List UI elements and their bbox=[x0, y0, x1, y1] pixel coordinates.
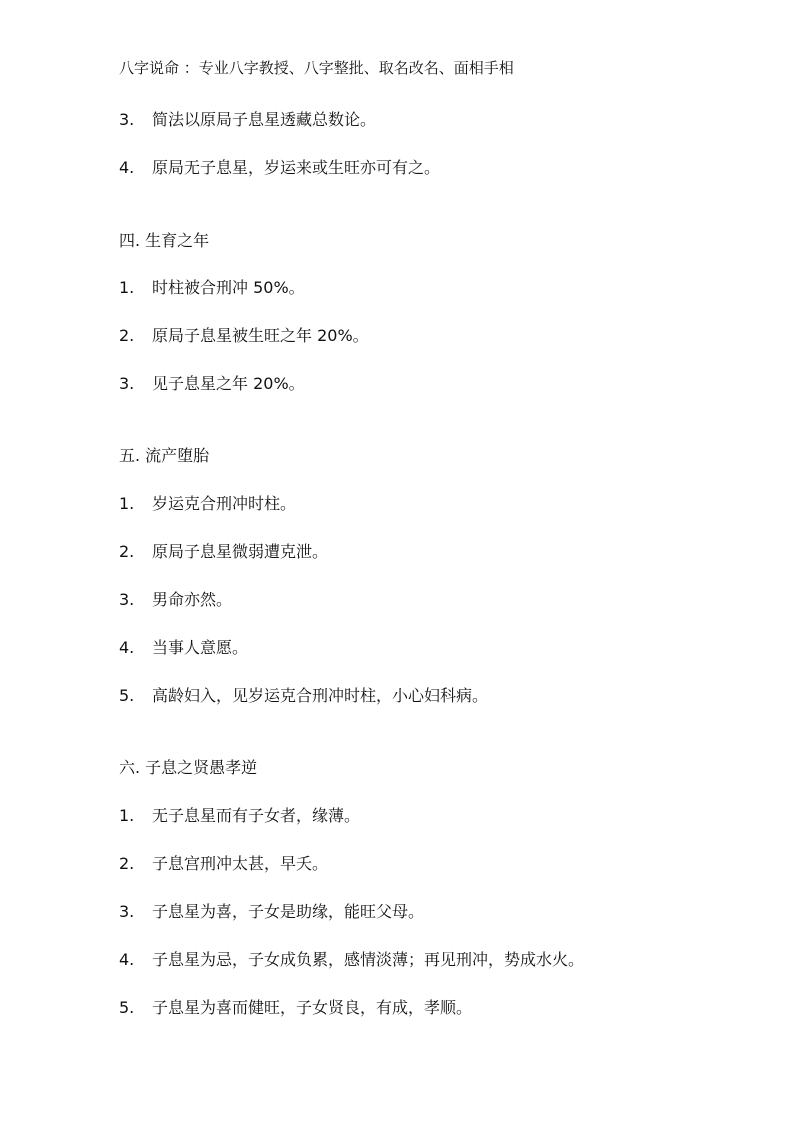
list-item bbox=[119, 541, 328, 563]
item-number: 3. bbox=[119, 374, 135, 393]
list-item bbox=[119, 997, 472, 1019]
item-number: 1. bbox=[119, 806, 135, 825]
list-item bbox=[119, 685, 488, 707]
list-item bbox=[119, 109, 376, 131]
item-text: 岁运克合刑冲时柱。 bbox=[152, 494, 297, 513]
item-text: 子息宫刑冲太甚，早夭。 bbox=[152, 854, 329, 873]
item-text: 高龄妇入，见岁运克合刑冲时柱，小心妇科病。 bbox=[152, 686, 489, 705]
item-number: 4. bbox=[119, 950, 135, 969]
item-text: 简法以原局子息星透藏总数论。 bbox=[152, 110, 377, 129]
item-text: 原局子息星被生旺之年 20%。 bbox=[152, 326, 369, 345]
item-text: 无子息星而有子女者，缘薄。 bbox=[152, 806, 361, 825]
page-header: 八字说命 ：专业八字教授、八字整批、取名改名、面相手相 bbox=[119, 59, 514, 77]
item-number: 3. bbox=[119, 902, 135, 921]
item-number: 2. bbox=[119, 854, 135, 873]
item-text: 原局子息星微弱遭克泄。 bbox=[152, 542, 329, 561]
item-number: 4. bbox=[119, 638, 135, 657]
list-item bbox=[119, 373, 305, 395]
item-number: 1. bbox=[119, 494, 135, 513]
section-heading: 六. 子息之贤愚孝逆 bbox=[119, 758, 258, 777]
list-item bbox=[119, 949, 584, 971]
item-number: 4. bbox=[119, 158, 135, 177]
item-number: 5. bbox=[119, 686, 135, 705]
list-item bbox=[119, 325, 369, 347]
item-text: 子息星为忌，子女成负累，感情淡薄；再见刑冲，势成水火。 bbox=[152, 950, 585, 969]
item-text: 子息星为喜而健旺，子女贤良，有成，孝顺。 bbox=[152, 998, 473, 1017]
item-number: 3. bbox=[119, 110, 135, 129]
item-number: 5. bbox=[119, 998, 135, 1017]
item-text: 原局无子息星，岁运来或生旺亦可有之。 bbox=[152, 158, 441, 177]
list-item bbox=[119, 853, 328, 875]
list-item bbox=[119, 589, 232, 611]
item-number: 3. bbox=[119, 590, 135, 609]
list-item bbox=[119, 901, 424, 923]
item-text: 见子息星之年 20%。 bbox=[152, 374, 305, 393]
list-item bbox=[119, 637, 248, 659]
item-text: 时柱被合刑冲 50%。 bbox=[152, 278, 305, 297]
list-item bbox=[119, 493, 296, 515]
list-item bbox=[119, 277, 305, 299]
item-text: 男命亦然。 bbox=[152, 590, 233, 609]
item-number: 2. bbox=[119, 542, 135, 561]
section-heading: 五. 流产堕胎 bbox=[119, 446, 210, 465]
item-text: 当事人意愿。 bbox=[152, 638, 249, 657]
section-heading: 四. 生育之年 bbox=[119, 231, 210, 250]
item-number: 1. bbox=[119, 278, 135, 297]
item-number: 2. bbox=[119, 326, 135, 345]
list-item bbox=[119, 805, 360, 827]
list-item bbox=[119, 157, 440, 179]
item-text: 子息星为喜，子女是助缘，能旺父母。 bbox=[152, 902, 425, 921]
